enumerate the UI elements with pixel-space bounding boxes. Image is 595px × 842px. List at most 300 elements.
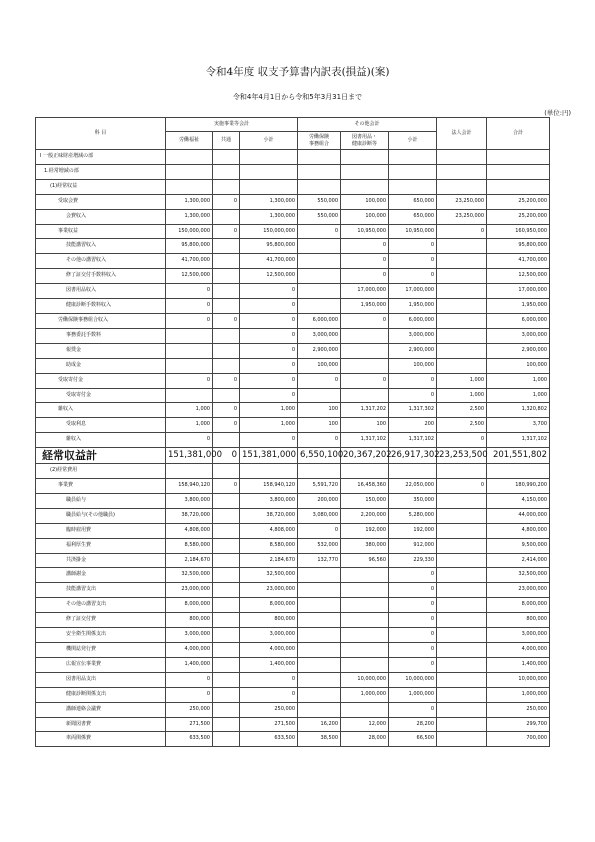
amount-cell: 0 [298, 373, 341, 388]
amount-cell: 0 [389, 254, 437, 269]
amount-cell: 180,990,200 [487, 479, 550, 494]
amount-cell: 3,000,000 [298, 328, 341, 343]
amount-cell [437, 538, 487, 553]
amount-cell: 100 [298, 403, 341, 418]
amount-cell: 8,580,000 [166, 538, 213, 553]
amount-cell [389, 150, 437, 165]
row-label: 事業費 [36, 479, 166, 494]
amount-cell: 0 [240, 328, 298, 343]
amount-cell [487, 164, 550, 179]
amount-cell: 100,000 [341, 194, 389, 209]
amount-cell: 1,950,000 [389, 299, 437, 314]
amount-cell: 0 [389, 702, 437, 717]
amount-cell: 3,000,000 [240, 628, 298, 643]
amount-cell [437, 643, 487, 658]
section-row [36, 150, 550, 165]
amount-cell [298, 254, 341, 269]
table-row [36, 732, 550, 747]
row-label: 会費収入 [36, 209, 166, 224]
amount-cell: 4,000,000 [487, 643, 550, 658]
amount-cell: 0 [166, 433, 213, 448]
amount-cell: 6,000,000 [389, 313, 437, 328]
table-row [36, 403, 550, 418]
amount-cell [298, 269, 341, 284]
amount-cell [213, 493, 240, 508]
amount-cell [240, 164, 298, 179]
amount-cell [213, 583, 240, 598]
table-row [36, 628, 550, 643]
header-sub: 小計 [240, 132, 298, 150]
amount-cell: 4,808,000 [166, 523, 213, 538]
amount-cell: 0 [213, 194, 240, 209]
amount-cell: 0 [341, 239, 389, 254]
amount-cell: 12,500,000 [240, 269, 298, 284]
table-row [36, 254, 550, 269]
amount-cell [437, 613, 487, 628]
amount-cell: 0 [389, 613, 437, 628]
amount-cell: 6,000,000 [487, 313, 550, 328]
amount-cell: 8,000,000 [240, 598, 298, 613]
amount-cell: 1,950,000 [487, 299, 550, 314]
amount-cell: 550,000 [298, 194, 341, 209]
amount-cell [213, 687, 240, 702]
amount-cell: 160,950,000 [487, 224, 550, 239]
table-row [36, 479, 550, 494]
amount-cell: 17,000,000 [487, 284, 550, 299]
amount-cell: 2,184,670 [240, 553, 298, 568]
row-label: 広報宣伝事業費 [36, 657, 166, 672]
amount-cell: 5,280,000 [389, 508, 437, 523]
amount-cell: 3,000,000 [487, 628, 550, 643]
amount-cell [341, 643, 389, 658]
amount-cell: 4,800,000 [487, 523, 550, 538]
amount-cell: 12,500,000 [487, 269, 550, 284]
amount-cell: 32,500,000 [487, 568, 550, 583]
table-row [36, 508, 550, 523]
amount-cell: 25,200,000 [487, 194, 550, 209]
amount-cell: 2,200,000 [341, 508, 389, 523]
row-label: その他の講習収入 [36, 254, 166, 269]
amount-cell: 3,000,000 [389, 328, 437, 343]
table-row [36, 388, 550, 403]
table-row [36, 328, 550, 343]
amount-cell: 1,300,000 [240, 209, 298, 224]
amount-cell: 1,000,000 [341, 687, 389, 702]
table-row [36, 284, 550, 299]
amount-cell: 0 [389, 643, 437, 658]
row-label: 職員給与 [36, 493, 166, 508]
table-row [36, 299, 550, 314]
amount-cell: 800,000 [240, 613, 298, 628]
header-hojin: 法人会計 [437, 118, 487, 150]
amount-cell [298, 687, 341, 702]
row-label: 共済掛金 [36, 553, 166, 568]
amount-cell: 2,500 [437, 403, 487, 418]
amount-cell: 23,250,000 [437, 194, 487, 209]
amount-cell: 3,080,000 [298, 508, 341, 523]
row-label: 修了証交付費 [36, 613, 166, 628]
amount-cell: 0 [166, 373, 213, 388]
amount-cell: 1,000,000 [487, 687, 550, 702]
amount-cell [389, 464, 437, 479]
amount-cell [437, 717, 487, 732]
row-label: 労働保険事務組合収入 [36, 313, 166, 328]
amount-cell: 150,000,000 [240, 224, 298, 239]
amount-cell: 132,770 [298, 553, 341, 568]
amount-cell [213, 388, 240, 403]
amount-cell [213, 254, 240, 269]
row-label: 講師連絡会議費 [36, 702, 166, 717]
amount-cell [341, 568, 389, 583]
table-row [36, 672, 550, 687]
amount-cell: 1,000,000 [389, 687, 437, 702]
amount-cell [298, 299, 341, 314]
row-label: 1.経常増減の部 [36, 164, 166, 179]
amount-cell: 1,400,000 [166, 657, 213, 672]
row-label: 福利厚生費 [36, 538, 166, 553]
amount-cell: 532,000 [298, 538, 341, 553]
amount-cell: 0 [437, 479, 487, 494]
amount-cell: 1,000 [166, 418, 213, 433]
amount-cell: 3,000,000 [166, 628, 213, 643]
amount-cell: 1,317,102 [341, 433, 389, 448]
amount-cell: 2,900,000 [298, 343, 341, 358]
amount-cell [166, 358, 213, 373]
amount-cell: 32,500,000 [166, 568, 213, 583]
amount-cell: 0 [389, 388, 437, 403]
amount-cell [166, 343, 213, 358]
amount-cell: 25,200,000 [487, 209, 550, 224]
amount-cell: 16,200 [298, 717, 341, 732]
amount-cell: 0 [240, 672, 298, 687]
amount-cell: 200 [389, 418, 437, 433]
amount-cell: 0 [166, 284, 213, 299]
amount-cell [437, 732, 487, 747]
row-label: 車両関係費 [36, 732, 166, 747]
total-row [36, 448, 550, 464]
amount-cell: 2,184,670 [166, 553, 213, 568]
row-label: Ⅰ 一般正味財産増減の部 [36, 150, 166, 165]
amount-cell: 3,000,000 [487, 328, 550, 343]
section-row [36, 164, 550, 179]
amount-cell: 3,700 [487, 418, 550, 433]
amount-cell: 271,500 [166, 717, 213, 732]
amount-cell: 6,550,100 [298, 448, 341, 464]
header-group-sonota: その他会計 [298, 118, 437, 132]
amount-cell: 2,500 [437, 418, 487, 433]
amount-cell [166, 179, 213, 194]
row-label: 事業収益 [36, 224, 166, 239]
row-label: 受取寄付金 [36, 373, 166, 388]
amount-cell: 38,500 [298, 732, 341, 747]
amount-cell: 8,000,000 [487, 598, 550, 613]
row-label: 受取利息 [36, 418, 166, 433]
amount-cell: 250,000 [487, 702, 550, 717]
amount-cell: 2,414,000 [487, 553, 550, 568]
amount-cell [437, 702, 487, 717]
amount-cell: 150,000 [341, 493, 389, 508]
row-label: 健康診断手数料収入 [36, 299, 166, 314]
amount-cell: 800,000 [166, 613, 213, 628]
amount-cell [213, 150, 240, 165]
amount-cell: 96,560 [341, 553, 389, 568]
amount-cell [213, 598, 240, 613]
amount-cell: 22,050,000 [389, 479, 437, 494]
amount-cell [341, 628, 389, 643]
table-row [36, 717, 550, 732]
row-label: 助成金 [36, 358, 166, 373]
amount-cell [298, 388, 341, 403]
amount-cell [437, 313, 487, 328]
amount-cell: 271,500 [240, 717, 298, 732]
row-label: 講師謝金 [36, 568, 166, 583]
amount-cell: 0 [166, 672, 213, 687]
amount-cell: 0 [240, 687, 298, 702]
amount-cell: 1,317,102 [389, 433, 437, 448]
amount-cell: 1,000 [240, 418, 298, 433]
table-row [36, 224, 550, 239]
amount-cell [437, 358, 487, 373]
amount-cell [213, 553, 240, 568]
amount-cell [437, 464, 487, 479]
table-row [36, 657, 550, 672]
amount-cell [240, 179, 298, 194]
row-label: 事務委託手数料 [36, 328, 166, 343]
amount-cell [341, 657, 389, 672]
amount-cell: 0 [213, 224, 240, 239]
table-row [36, 269, 550, 284]
amount-cell: 1,320,802 [487, 403, 550, 418]
amount-cell: 26,917,302 [389, 448, 437, 464]
amount-cell: 0 [389, 598, 437, 613]
amount-cell: 0 [213, 373, 240, 388]
amount-cell [298, 464, 341, 479]
amount-cell [213, 299, 240, 314]
amount-cell: 0 [240, 388, 298, 403]
row-label: 図書用品収入 [36, 284, 166, 299]
table-row [36, 538, 550, 553]
header-sub: 共通 [213, 132, 240, 150]
amount-cell: 100,000 [341, 209, 389, 224]
amount-cell: 4,150,000 [487, 493, 550, 508]
amount-cell: 66,500 [389, 732, 437, 747]
amount-cell [213, 613, 240, 628]
table-row [36, 343, 550, 358]
amount-cell [166, 464, 213, 479]
amount-cell [437, 493, 487, 508]
amount-cell [487, 464, 550, 479]
amount-cell: 0 [240, 284, 298, 299]
amount-cell: 0 [213, 479, 240, 494]
amount-cell: 0 [166, 299, 213, 314]
amount-cell [298, 284, 341, 299]
amount-cell: 0 [240, 313, 298, 328]
amount-cell [389, 179, 437, 194]
row-label: 技能講習収入 [36, 239, 166, 254]
amount-cell [213, 239, 240, 254]
amount-cell: 1,000 [487, 373, 550, 388]
amount-cell [166, 164, 213, 179]
row-label: その他の講習支出 [36, 598, 166, 613]
amount-cell: 44,000,000 [487, 508, 550, 523]
budget-table [35, 117, 550, 747]
amount-cell [341, 179, 389, 194]
amount-cell [240, 150, 298, 165]
amount-cell: 633,500 [166, 732, 213, 747]
amount-cell: 9,500,000 [487, 538, 550, 553]
amount-cell: 0 [341, 373, 389, 388]
amount-cell [298, 702, 341, 717]
amount-cell [213, 702, 240, 717]
header-sub: 小計 [389, 132, 437, 150]
table-row [36, 433, 550, 448]
amount-cell: 23,000,000 [240, 583, 298, 598]
amount-cell: 0 [437, 433, 487, 448]
table-row [36, 702, 550, 717]
unit-label: (単位:円) [544, 109, 571, 117]
amount-cell: 17,000,000 [341, 284, 389, 299]
amount-cell: 700,000 [487, 732, 550, 747]
amount-cell: 8,580,000 [240, 538, 298, 553]
amount-cell [213, 523, 240, 538]
amount-cell: 0 [341, 254, 389, 269]
amount-cell: 41,700,000 [166, 254, 213, 269]
amount-cell: 0 [389, 583, 437, 598]
amount-cell [213, 568, 240, 583]
amount-cell: 0 [389, 269, 437, 284]
amount-cell: 3,800,000 [166, 493, 213, 508]
amount-cell [437, 269, 487, 284]
amount-cell [341, 613, 389, 628]
amount-cell [213, 672, 240, 687]
amount-cell: 100,000 [298, 358, 341, 373]
amount-cell: 0 [389, 657, 437, 672]
amount-cell: 0 [298, 433, 341, 448]
amount-cell: 20,367,202 [341, 448, 389, 464]
table-row [36, 493, 550, 508]
amount-cell [298, 583, 341, 598]
amount-cell: 2,900,000 [487, 343, 550, 358]
header-item: 科 目 [36, 118, 166, 150]
amount-cell [298, 657, 341, 672]
amount-cell [389, 164, 437, 179]
amount-cell [213, 538, 240, 553]
amount-cell: 150,000,000 [166, 224, 213, 239]
row-label: 職員給与(その他職員) [36, 508, 166, 523]
amount-cell [213, 643, 240, 658]
amount-cell: 41,700,000 [487, 254, 550, 269]
amount-cell: 12,500,000 [166, 269, 213, 284]
row-label: 報奨金 [36, 343, 166, 358]
amount-cell: 0 [389, 239, 437, 254]
amount-cell: 633,500 [240, 732, 298, 747]
amount-cell [437, 568, 487, 583]
amount-cell [213, 209, 240, 224]
period-text: 令和4年4月1日から令和5年3月31日まで [232, 93, 363, 101]
amount-cell: 250,000 [240, 702, 298, 717]
amount-cell [437, 328, 487, 343]
amount-cell: 1,000 [437, 388, 487, 403]
amount-cell: 1,300,000 [240, 194, 298, 209]
amount-cell: 0 [298, 523, 341, 538]
amount-cell: 1,000 [240, 403, 298, 418]
amount-cell: 1,317,102 [487, 433, 550, 448]
row-label: 受取会費 [36, 194, 166, 209]
amount-cell [341, 343, 389, 358]
amount-cell: 0 [389, 628, 437, 643]
amount-cell [341, 464, 389, 479]
amount-cell [298, 239, 341, 254]
table-row [36, 568, 550, 583]
amount-cell: 0 [240, 373, 298, 388]
header-group-jitsumu: 実施事業等会計 [166, 118, 298, 132]
amount-cell [437, 553, 487, 568]
amount-cell: 95,800,000 [487, 239, 550, 254]
amount-cell: 0 [389, 568, 437, 583]
amount-cell: 800,000 [487, 613, 550, 628]
amount-cell [298, 672, 341, 687]
amount-cell: 100 [298, 418, 341, 433]
amount-cell [341, 358, 389, 373]
amount-cell: 23,253,500 [437, 448, 487, 464]
amount-cell [298, 150, 341, 165]
amount-cell: 229,330 [389, 553, 437, 568]
amount-cell: 650,000 [389, 209, 437, 224]
amount-cell: 250,000 [166, 702, 213, 717]
amount-cell: 23,250,000 [437, 209, 487, 224]
amount-cell: 350,000 [389, 493, 437, 508]
amount-cell: 32,500,000 [240, 568, 298, 583]
header-gokei: 合計 [487, 118, 550, 150]
amount-cell: 1,400,000 [487, 657, 550, 672]
header-sub: 図書用品・ 健康診断等 [341, 132, 389, 150]
amount-cell [298, 613, 341, 628]
amount-cell [298, 179, 341, 194]
amount-cell: 0 [213, 448, 240, 464]
amount-cell [487, 150, 550, 165]
table-body [36, 150, 550, 747]
amount-cell [437, 657, 487, 672]
amount-cell: 10,000,000 [487, 672, 550, 687]
amount-cell: 1,317,302 [389, 403, 437, 418]
row-label: 安全衛生関係支出 [36, 628, 166, 643]
amount-cell [437, 150, 487, 165]
amount-cell [437, 299, 487, 314]
amount-cell: 6,000,000 [298, 313, 341, 328]
amount-cell: 5,591,720 [298, 479, 341, 494]
amount-cell [437, 523, 487, 538]
amount-cell: 380,000 [341, 538, 389, 553]
amount-cell: 0 [213, 403, 240, 418]
amount-cell: 1,000 [166, 403, 213, 418]
amount-cell: 151,381,000 [240, 448, 298, 464]
table-row [36, 358, 550, 373]
amount-cell [213, 284, 240, 299]
amount-cell: 10,950,000 [341, 224, 389, 239]
amount-cell: 192,000 [389, 523, 437, 538]
amount-cell: 4,000,000 [166, 643, 213, 658]
amount-cell [341, 598, 389, 613]
amount-cell [298, 164, 341, 179]
amount-cell [213, 358, 240, 373]
amount-cell [341, 702, 389, 717]
section-row [36, 179, 550, 194]
amount-cell [341, 388, 389, 403]
amount-cell [437, 343, 487, 358]
amount-cell [437, 687, 487, 702]
amount-cell [437, 583, 487, 598]
amount-cell: 0 [298, 224, 341, 239]
